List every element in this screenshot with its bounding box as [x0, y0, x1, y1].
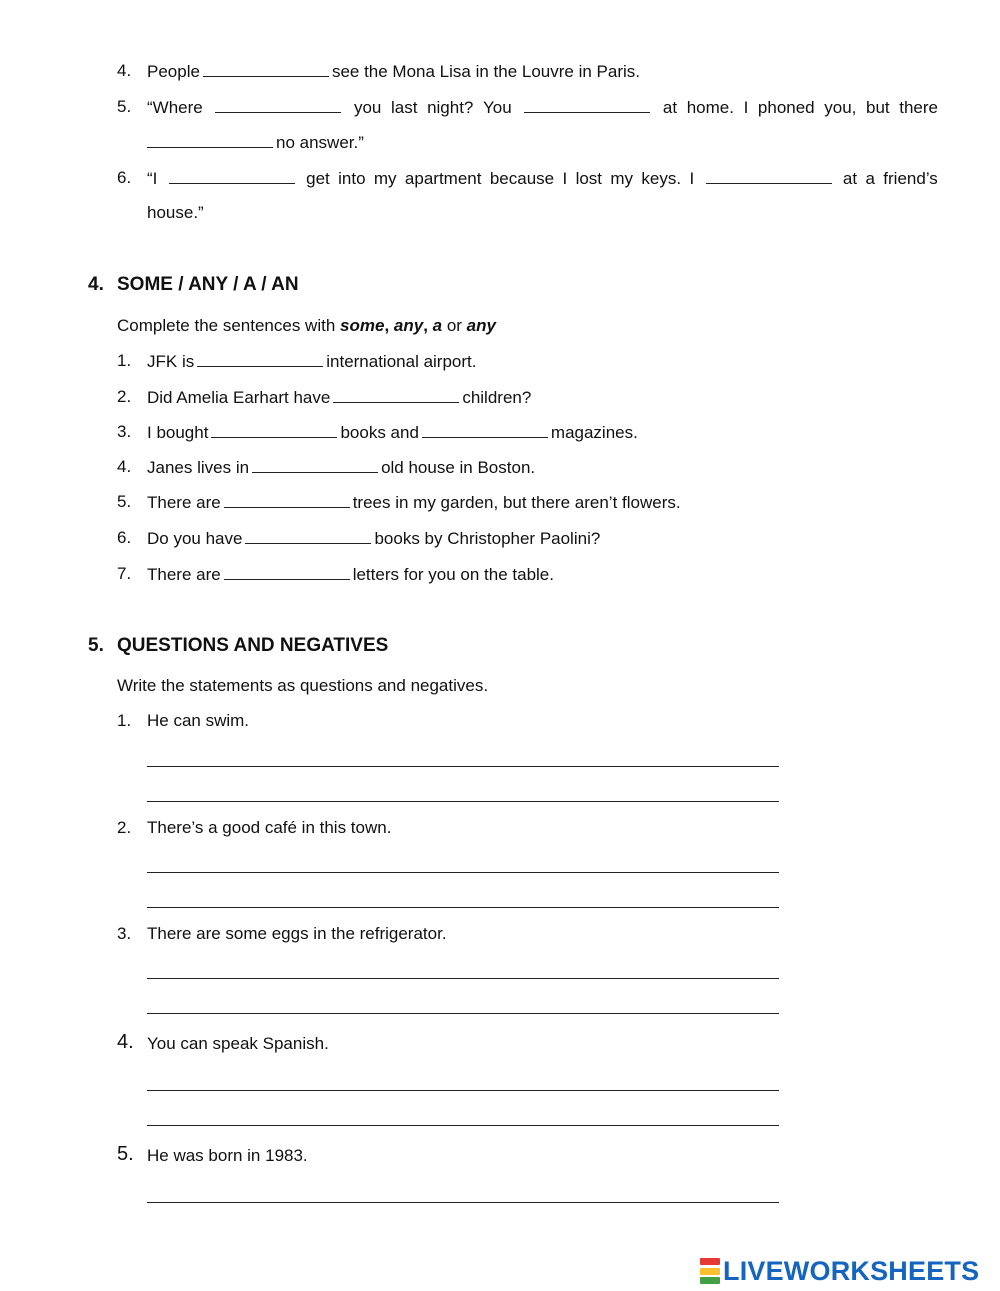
- answer-line[interactable]: [147, 1090, 779, 1091]
- item-number: 3.: [117, 422, 132, 441]
- answer-blank[interactable]: [422, 422, 548, 438]
- liveworksheets-logo[interactable]: [700, 1256, 979, 1286]
- instruction: Write the statements as questions and negatives.: [117, 676, 489, 695]
- item-number: 5.: [117, 97, 132, 116]
- logo-blocks-icon: [700, 1258, 720, 1284]
- item-number: 4.: [117, 61, 132, 80]
- answer-line[interactable]: [147, 801, 779, 802]
- item-number: 1.: [117, 351, 132, 370]
- answer-line[interactable]: [147, 907, 779, 908]
- instruction: Complete the sentences with some, any, a or any: [117, 316, 496, 335]
- answer-blank[interactable]: [197, 351, 323, 367]
- sentence-line: house.”: [147, 203, 204, 222]
- answer-blank[interactable]: [524, 97, 650, 113]
- answer-blank[interactable]: [333, 387, 459, 403]
- item-number: 5.: [117, 1143, 134, 1165]
- item-number: 5.: [117, 492, 132, 511]
- answer-blank[interactable]: [147, 132, 273, 148]
- answer-line[interactable]: [147, 872, 779, 873]
- sentence-line: “Where you last night? You at home. I phoned you, but there: [147, 98, 938, 117]
- answer-blank[interactable]: [169, 168, 295, 184]
- answer-line[interactable]: [147, 1202, 779, 1203]
- sentence: I bought books and magazines.: [147, 423, 638, 442]
- answer-blank[interactable]: [245, 528, 371, 544]
- item-number: 6.: [117, 528, 132, 547]
- answer-blank[interactable]: [203, 61, 329, 77]
- section-title: QUESTIONS AND NEGATIVES: [117, 635, 389, 656]
- item-number: 2.: [117, 387, 132, 406]
- sentence: JFK is international airport.: [147, 352, 477, 371]
- answer-line[interactable]: [147, 766, 779, 767]
- section-number: 5.: [88, 635, 104, 656]
- sentence-line: “I get into my apartment because I lost my keys. I at a friend’s: [147, 169, 938, 188]
- section-number: 4.: [88, 274, 104, 295]
- statement: There are some eggs in the refrigerator.: [147, 924, 447, 943]
- answer-blank[interactable]: [215, 97, 341, 113]
- statement: He can swim.: [147, 711, 250, 730]
- sentence-line: no answer.”: [147, 132, 364, 153]
- logo-text: LIVEWORKSHEETS: [723, 1255, 980, 1286]
- statement: He was born in 1983.: [147, 1146, 308, 1165]
- answer-blank[interactable]: [252, 457, 378, 473]
- section-title: SOME / ANY / A / AN: [117, 274, 299, 295]
- item-number: 6.: [117, 168, 132, 187]
- answer-blank[interactable]: [706, 168, 832, 184]
- statement: There’s a good café in this town.: [147, 818, 392, 837]
- item-number: 7.: [117, 564, 132, 583]
- sentence: Janes lives in old house in Boston.: [147, 458, 536, 477]
- answer-blank[interactable]: [211, 422, 337, 438]
- answer-line[interactable]: [147, 1125, 779, 1126]
- sentence: People see the Mona Lisa in the Louvre in Paris.: [147, 62, 641, 81]
- answer-blank[interactable]: [224, 492, 350, 508]
- sentence: Do you have books by Christopher Paolini?: [147, 529, 601, 548]
- sentence: Did Amelia Earhart have children?: [147, 388, 532, 407]
- item-number: 3.: [117, 924, 132, 943]
- item-number: 2.: [117, 818, 132, 837]
- answer-blank[interactable]: [224, 564, 350, 580]
- sentence: There are letters for you on the table.: [147, 565, 554, 584]
- statement: You can speak Spanish.: [147, 1034, 329, 1053]
- answer-line[interactable]: [147, 978, 779, 979]
- item-number: 4.: [117, 1031, 134, 1053]
- item-number: 4.: [117, 457, 132, 476]
- item-number: 1.: [117, 711, 132, 730]
- sentence: There are trees in my garden, but there aren’t flowers.: [147, 493, 681, 512]
- answer-line[interactable]: [147, 1013, 779, 1014]
